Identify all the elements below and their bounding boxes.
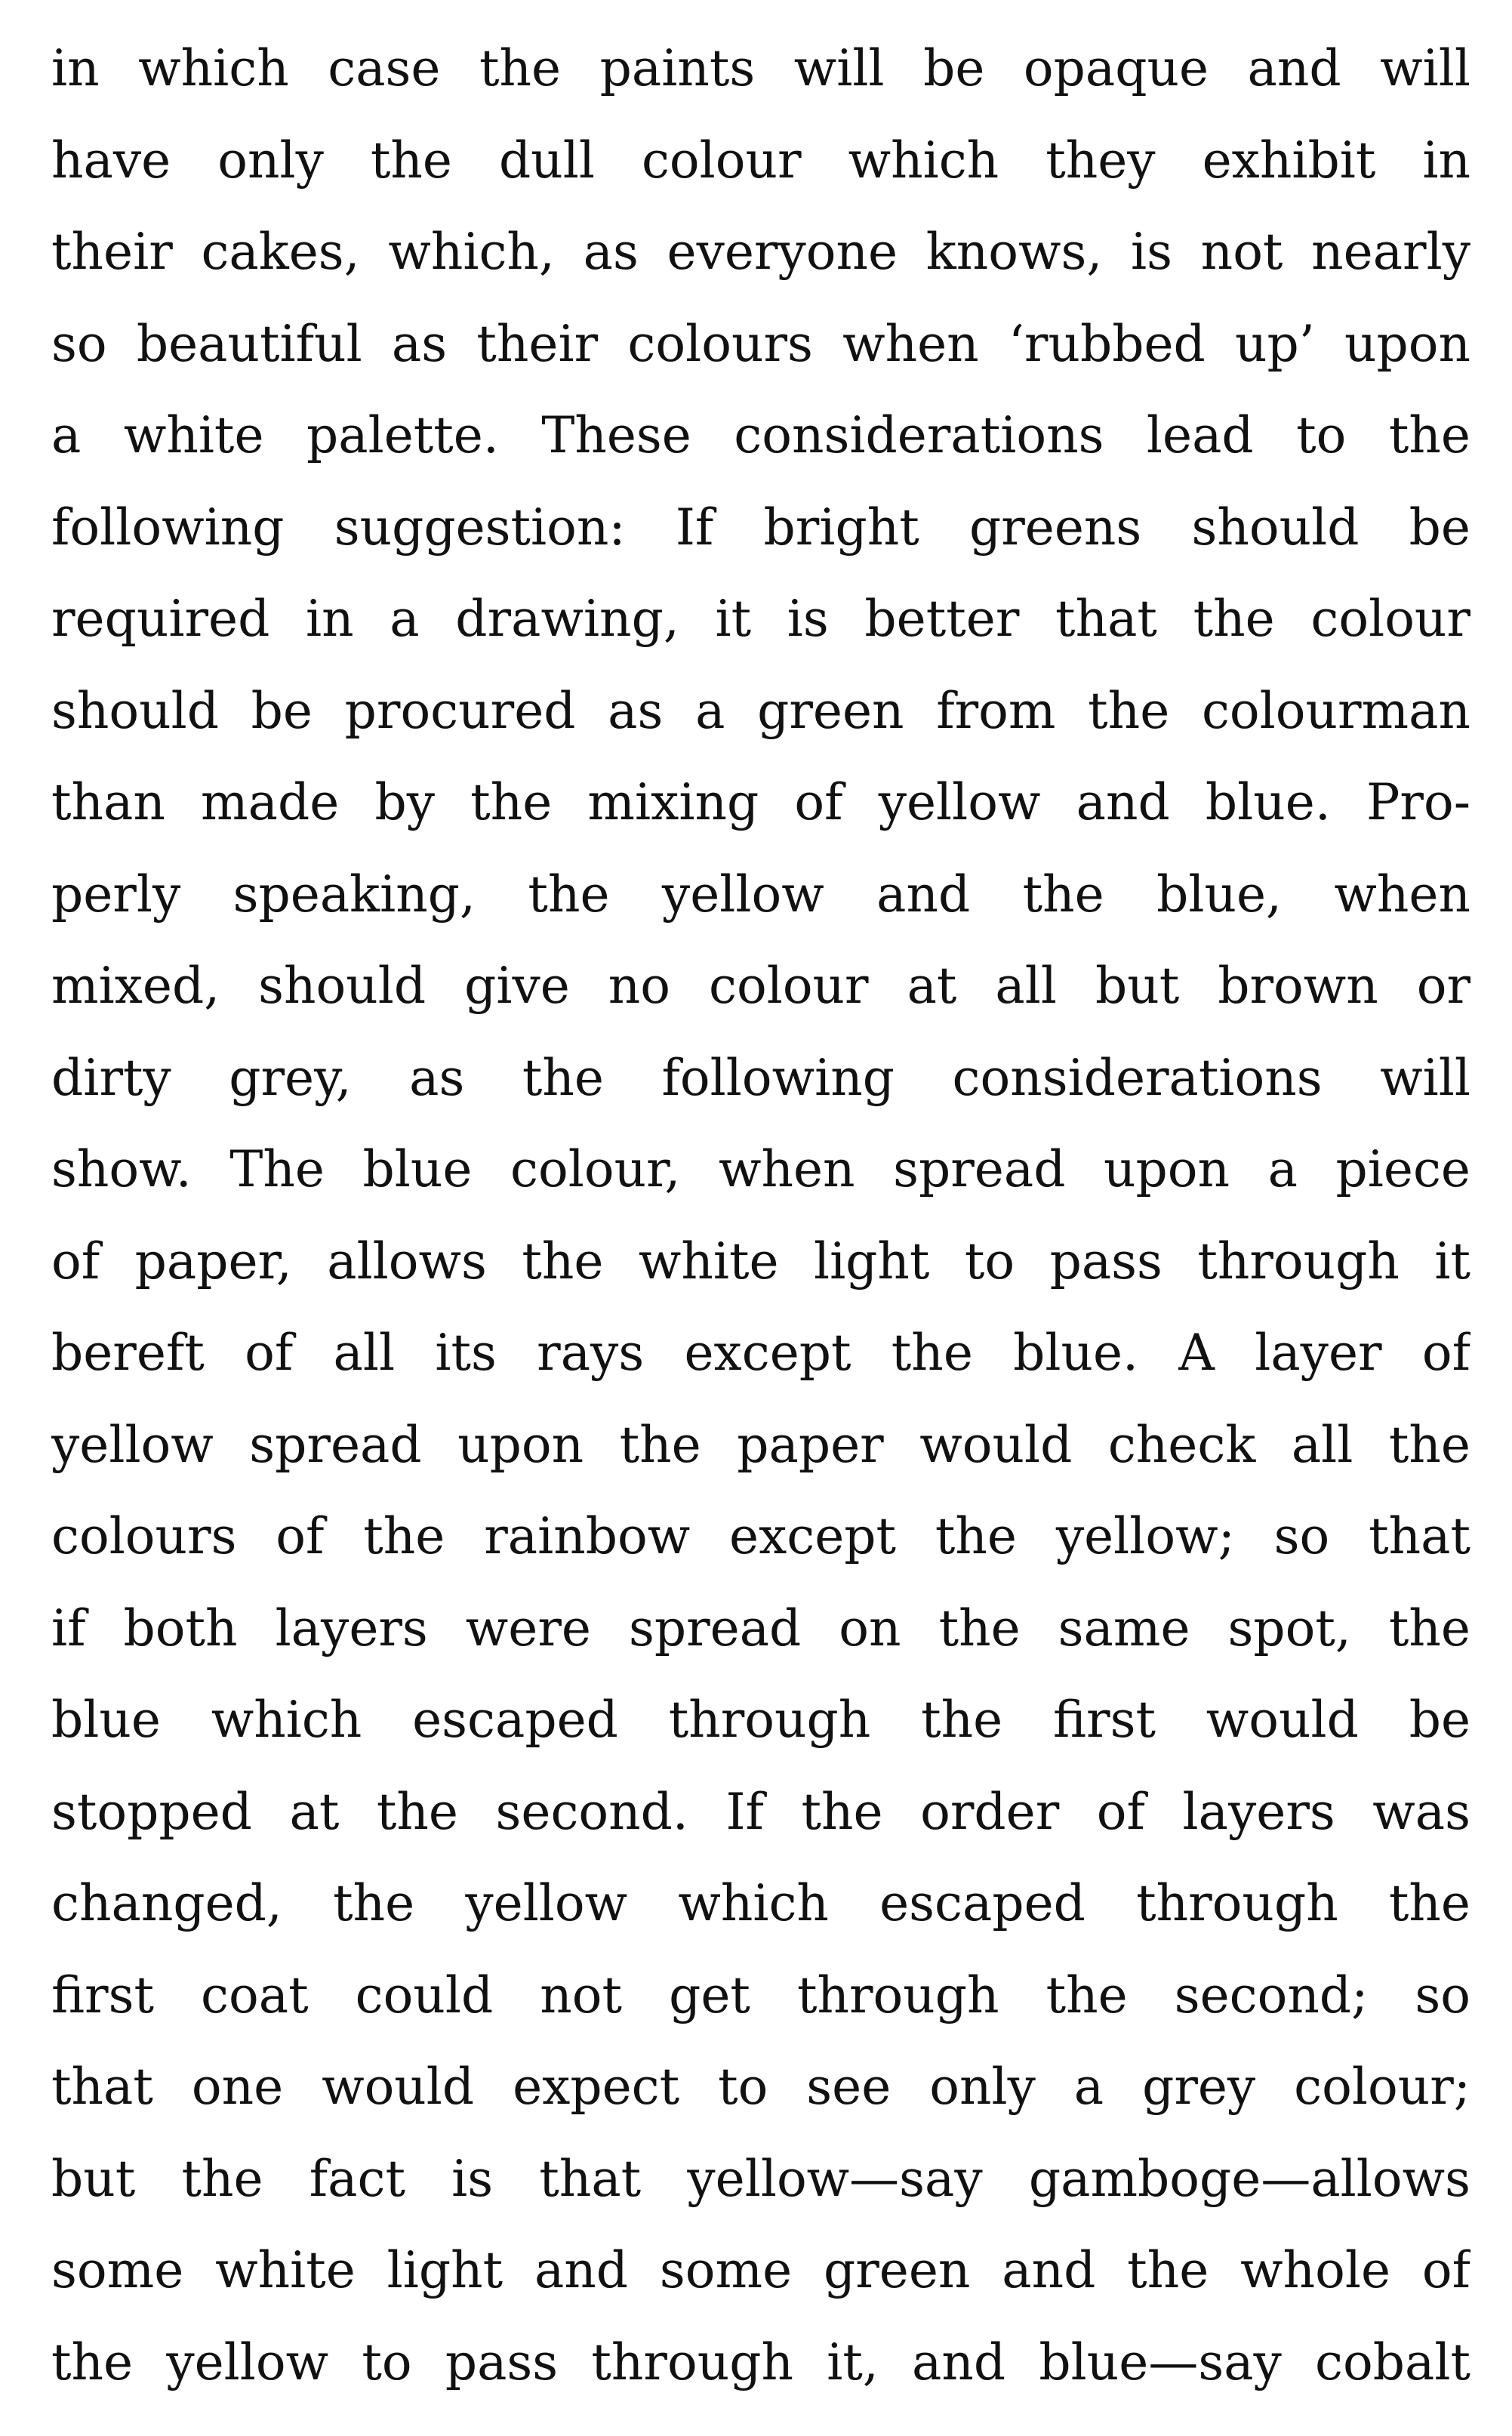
text-line: a white palette. These considerations lead to the [51, 406, 1470, 464]
text-line: bereft of all its rays except the blue. A layer of [51, 1324, 1470, 1382]
text-line: mixed, should give no colour at all but brown or [51, 957, 1470, 1015]
text-line: perly speaking, the yellow and the blue, when [51, 865, 1470, 924]
text-line: in which case the paints will be opaque and will [51, 39, 1470, 97]
text-line: first coat could not get through the second; so [51, 1966, 1470, 2024]
text-line: following suggestion: If bright greens should be [51, 498, 1470, 557]
text-line: the yellow to pass through it, and blue—say cobalt [51, 2333, 1470, 2391]
text-line: but the fact is that yellow—say gamboge—allows [51, 2149, 1470, 2208]
text-line: required in a drawing, it is better that the colour [51, 590, 1470, 648]
text-line: changed, the yellow which escaped through the [51, 1874, 1470, 1932]
text-line: that one would expect to see only a grey colour; [51, 2058, 1470, 2116]
text-line: some white light and some green and the whole of [51, 2241, 1470, 2299]
text-line: of paper, allows the white light to pass through it [51, 1232, 1470, 1290]
text-line: should be procured as a green from the colourman [51, 681, 1470, 740]
body-text [51, 23, 1470, 2408]
text-line: dirty grey, as the following considerations will [51, 1048, 1470, 1107]
text-line: stopped at the second. If the order of layers was [51, 1782, 1470, 1841]
text-line: so beautiful as their colours when ‘rubbed up’ upon [51, 314, 1470, 373]
text-line: blue which escaped through the first would be [51, 1691, 1470, 1749]
text-line: show. The blue colour, when spread upon a piece [51, 1140, 1470, 1198]
text-line: than made by the mixing of yellow and blue. Pro- [51, 773, 1470, 831]
text-line: have only the dull colour which they exhibit in [51, 131, 1470, 190]
text-line: their cakes, which, as everyone knows, is not nearly [51, 223, 1470, 281]
text-line: if both layers were spread on the same spot, the [51, 1599, 1470, 1657]
text-line: yellow spread upon the paper would check all the [51, 1415, 1470, 1474]
text-line: colours of the rainbow except the yellow; so that [51, 1507, 1470, 1565]
